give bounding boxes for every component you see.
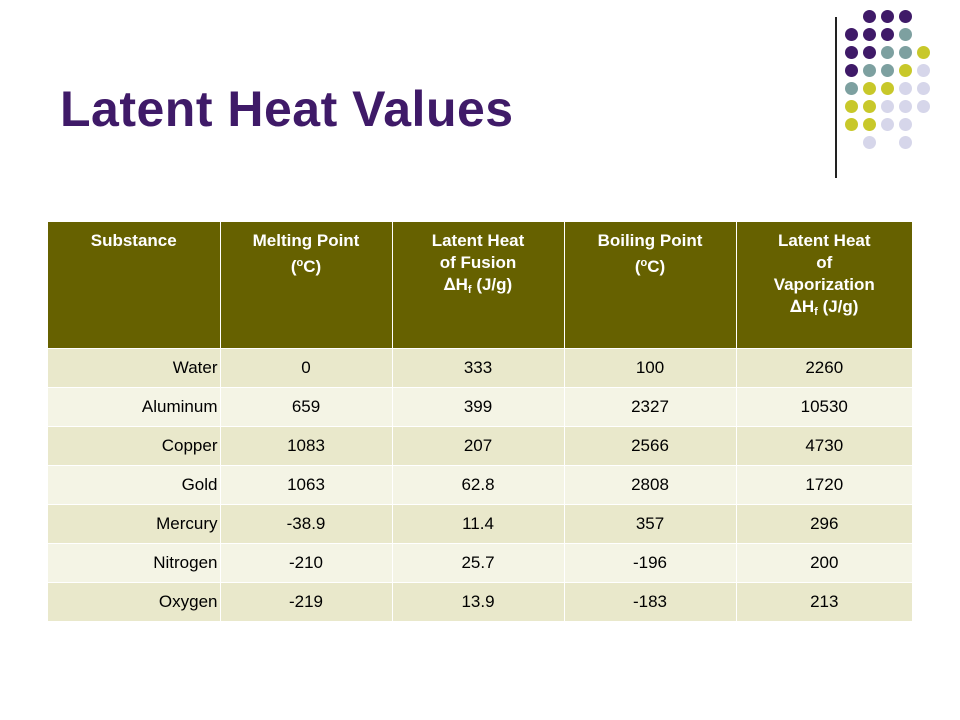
table-row: [48, 543, 912, 582]
decorative-dot: [881, 118, 894, 131]
decorative-dot: [863, 118, 876, 131]
cell-latent-heat-vaporization: 200: [736, 543, 912, 582]
cell-latent-heat-fusion: 62.8: [392, 465, 564, 504]
cell-latent-heat-vaporization: 4730: [736, 426, 912, 465]
header-latent-heat-fusion: Latent Heat of Fusion $\Delta H_f$ (J/g): [392, 222, 564, 348]
cell-boiling-point: -196: [564, 543, 736, 582]
cell-latent-heat-fusion: 333: [392, 348, 564, 387]
cell-boiling-point: -183: [564, 582, 736, 621]
decorative-dot: [899, 10, 912, 23]
cell-boiling-point: 2566: [564, 426, 736, 465]
cell-substance: Water: [48, 348, 220, 387]
decorative-dot: [899, 64, 912, 77]
cell-latent-heat-vaporization: 10530: [736, 387, 912, 426]
decorative-dot: [899, 82, 912, 95]
cell-latent-heat-vaporization: 213: [736, 582, 912, 621]
decorative-dot: [881, 100, 894, 113]
table-row: [48, 426, 912, 465]
decorative-dot: [863, 136, 876, 149]
cell-substance: Aluminum: [48, 387, 220, 426]
cell-melting-point: -219: [220, 582, 392, 621]
cell-boiling-point: 2327: [564, 387, 736, 426]
table-row: [48, 348, 912, 387]
decorative-dot: [863, 46, 876, 59]
cell-melting-point: -38.9: [220, 504, 392, 543]
decorative-dot: [881, 82, 894, 95]
header-boiling-point: Boiling Point ($^o$C): [564, 222, 736, 348]
decorative-dot: [881, 28, 894, 41]
cell-substance: Gold: [48, 465, 220, 504]
decorative-dot: [845, 118, 858, 131]
decorative-dot: [881, 64, 894, 77]
cell-latent-heat-fusion: 13.9: [392, 582, 564, 621]
decorative-dot: [845, 82, 858, 95]
decorative-dot: [917, 46, 930, 59]
decorative-dot: [845, 28, 858, 41]
cell-melting-point: 1083: [220, 426, 392, 465]
table-row: [48, 465, 912, 504]
cell-latent-heat-vaporization: 296: [736, 504, 912, 543]
decorative-dot: [863, 10, 876, 23]
cell-latent-heat-fusion: 25.7: [392, 543, 564, 582]
cell-melting-point: 1063: [220, 465, 392, 504]
decorative-dot: [899, 46, 912, 59]
table-row: [48, 582, 912, 621]
decorative-dot-grid: [845, 10, 945, 160]
decorative-dot: [863, 64, 876, 77]
cell-melting-point: 0: [220, 348, 392, 387]
cell-substance: Oxygen: [48, 582, 220, 621]
decorative-dot: [899, 28, 912, 41]
decorative-dot: [899, 136, 912, 149]
cell-latent-heat-fusion: 11.4: [392, 504, 564, 543]
table-row: [48, 504, 912, 543]
decorative-divider-line: [835, 17, 837, 178]
decorative-dot: [917, 64, 930, 77]
decorative-dot: [863, 100, 876, 113]
header-melting-point: Melting Point ($^o$C): [220, 222, 392, 348]
table-header-row: [48, 222, 912, 348]
cell-substance: Mercury: [48, 504, 220, 543]
decorative-dot: [863, 28, 876, 41]
latent-heat-table: [48, 222, 912, 621]
cell-latent-heat-fusion: 399: [392, 387, 564, 426]
decorative-dot: [917, 82, 930, 95]
decorative-dot: [881, 46, 894, 59]
slide-title: Latent Heat Values: [60, 81, 514, 137]
decorative-dot: [845, 100, 858, 113]
cell-melting-point: -210: [220, 543, 392, 582]
cell-latent-heat-fusion: 207: [392, 426, 564, 465]
cell-latent-heat-vaporization: 2260: [736, 348, 912, 387]
cell-boiling-point: 100: [564, 348, 736, 387]
cell-substance: Nitrogen: [48, 543, 220, 582]
cell-boiling-point: 2808: [564, 465, 736, 504]
header-latent-heat-vaporization: Latent Heat of Vaporization $\Delta H_f$ (J/g): [736, 222, 912, 348]
decorative-dot: [917, 100, 930, 113]
cell-substance: Copper: [48, 426, 220, 465]
decorative-dot: [881, 10, 894, 23]
table-row: [48, 387, 912, 426]
decorative-dot: [863, 82, 876, 95]
decorative-dot: [899, 118, 912, 131]
cell-melting-point: 659: [220, 387, 392, 426]
cell-latent-heat-vaporization: 1720: [736, 465, 912, 504]
decorative-dot: [845, 64, 858, 77]
cell-boiling-point: 357: [564, 504, 736, 543]
decorative-dot: [845, 46, 858, 59]
decorative-dot: [899, 100, 912, 113]
header-substance: Substance: [48, 222, 220, 348]
